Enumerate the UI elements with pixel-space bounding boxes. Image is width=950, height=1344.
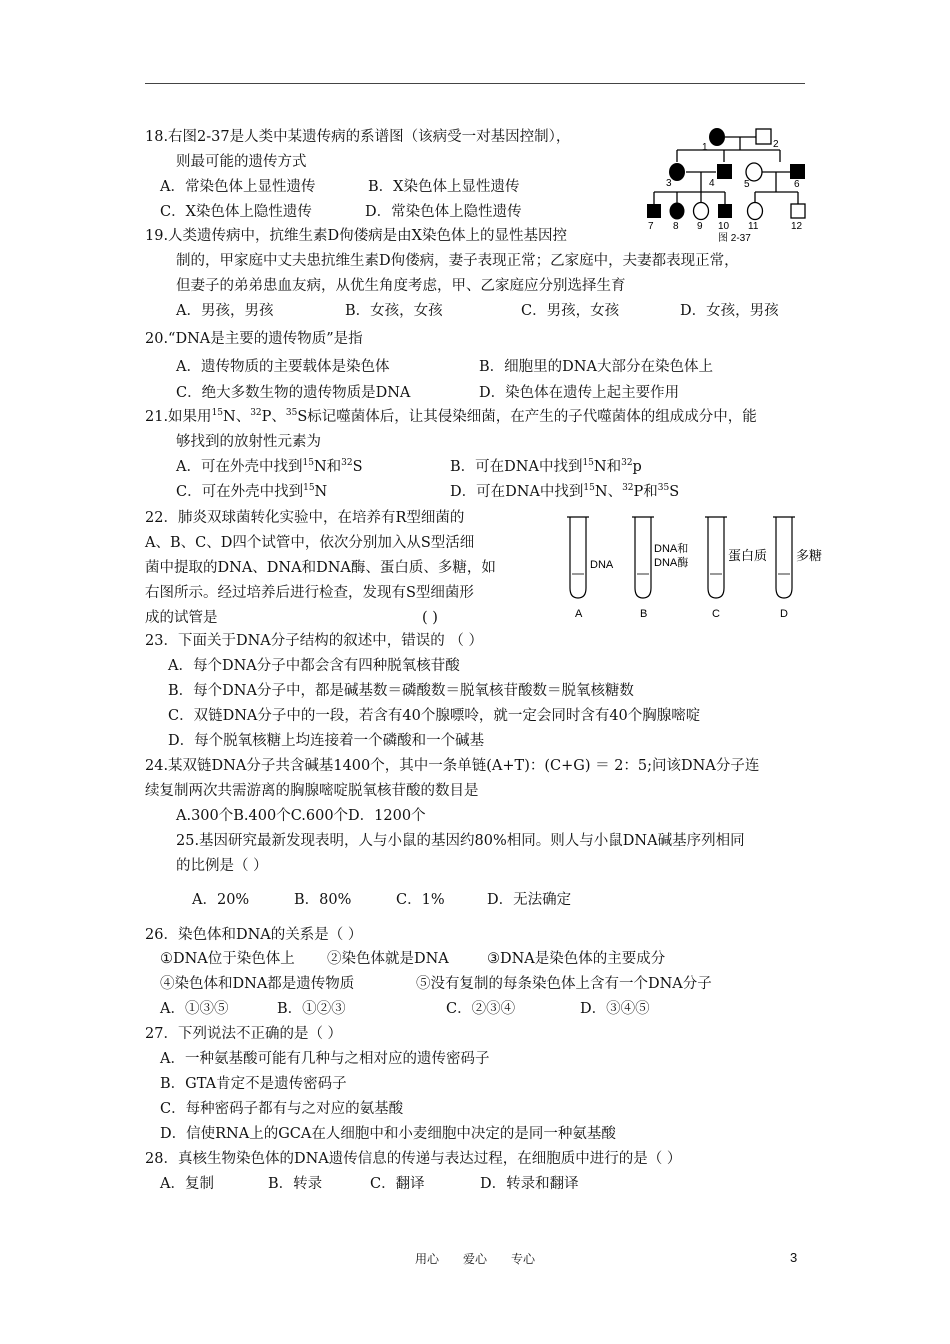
- q24-options: A.300个B.400个C.600个D．1200个: [176, 808, 426, 824]
- q21-stem-line2: 够找到的放射性元素为: [176, 434, 321, 450]
- pedigree-number-6: 6: [794, 179, 800, 190]
- q22-line5: 成的试管是: [145, 610, 218, 626]
- q19-option-d: D．女孩，男孩: [680, 303, 779, 319]
- pedigree-number-4: 4: [709, 178, 715, 189]
- q26-option-c: C．②③④: [446, 1001, 516, 1017]
- q28-option-b: B．转录: [268, 1176, 323, 1192]
- q26-stem: 26．染色体和DNA的关系是（ ）: [145, 927, 363, 943]
- q23-option-b: B．每个DNA分子中，都是碱基数＝磷酸数＝脱氧核苷酸数＝脱氧核糖数: [168, 683, 634, 699]
- q25-option-b: B．80%: [294, 892, 352, 908]
- pedigree-number-12: 12: [791, 221, 803, 232]
- pedigree-individual-11: [748, 203, 763, 220]
- pedigree-individual-2: [756, 129, 771, 144]
- q19-stem-line2: 制的，甲家庭中丈夫患抗维生素D佝偻病，妻子表现正常；乙家庭中，夫妻都表现正常，: [176, 253, 739, 269]
- pedigree-number-3: 3: [666, 178, 672, 189]
- tube-d-letter: D: [780, 608, 788, 620]
- test-tube-a: [570, 517, 586, 598]
- pedigree-number-5: 5: [744, 179, 750, 190]
- q26-item-2: ②染色体就是DNA: [327, 951, 449, 967]
- tube-c-label: 蛋白质: [728, 548, 768, 563]
- q24-stem-line2: 续复制两次共需游离的胸腺嘧啶脱氧核苷酸的数目是: [145, 783, 479, 799]
- q21-option-b: B．可在DNA中找到$^{15}$N和$^{32}$p: [450, 458, 642, 475]
- pedigree-number-7: 7: [648, 221, 654, 232]
- pedigree-individual-4: [717, 164, 732, 179]
- q18-option-d: D．常染色体上隐性遗传: [365, 204, 522, 220]
- tube-d-label: 多糖: [796, 548, 823, 563]
- q27-stem: 27．下列说法不正确的是（ ）: [145, 1026, 343, 1042]
- q20-option-b: B．细胞里的DNA大部分在染色体上: [479, 359, 713, 375]
- q20-stem: 20.“DNA是主要的遗传物质”是指: [145, 331, 363, 347]
- q23-stem: 23．下面关于DNA分子结构的叙述中，错误的 （ ）: [145, 633, 483, 649]
- q19-option-b: B．女孩，女孩: [345, 303, 443, 319]
- pedigree-individual-7: [647, 204, 661, 218]
- q23-option-a: A．每个DNA分子中都会含有四种脱氧核苷酸: [168, 658, 460, 674]
- q28-option-a: A．复制: [160, 1176, 214, 1192]
- q25-option-d: D．无法确定: [487, 892, 572, 908]
- q20-option-d: D．染色体在遗传上起主要作用: [479, 385, 680, 401]
- test-tube-figure: [560, 512, 830, 627]
- q18-stem-line1: 18.右图2-37是人类中某遗传病的系谱图（该病受一对基因控制），: [145, 129, 571, 145]
- q25-option-a: A．20%: [192, 892, 250, 908]
- pedigree-individual-8: [670, 203, 685, 220]
- q22-line1: 22．肺炎双球菌转化实验中，在培养有R型细菌的: [145, 510, 465, 526]
- test-tube-d: [776, 517, 792, 598]
- q21-stem-line1: 21.如果用$^{15}$N、$^{32}$P、$^{35}$S标记噬菌体后，让其侵染细菌，在产生的子代噬菌体的组成成分中，能: [145, 408, 757, 425]
- q22-line3: 菌中提取的DNA、DNA和DNA酶、蛋白质、多糖，如: [145, 560, 496, 576]
- q18-option-a: A．常染色体上显性遗传: [160, 179, 316, 195]
- q18-option-b: B．X染色体上显性遗传: [368, 179, 520, 195]
- figure-label-2-37: 图 2-37: [718, 233, 751, 244]
- q26-option-d: D．③④⑤: [580, 1001, 650, 1017]
- tube-b-label-line2: DNA酶: [654, 557, 689, 569]
- q25-stem-line1: 25.基因研究最新发现表明，人与小鼠的基因约80%相同。则人与小鼠DNA碱基序列相同: [176, 833, 745, 849]
- tube-b-label-line1: DNA和: [654, 543, 689, 555]
- pedigree-number-2: 2: [773, 139, 779, 150]
- q20-option-c: C．绝大多数生物的遗传物质是DNA: [176, 385, 411, 401]
- q19-option-c: C．男孩，女孩: [521, 303, 620, 319]
- q26-item-1: ①DNA位于染色体上: [160, 951, 295, 967]
- q25-stem-line2: 的比例是（ ）: [176, 858, 268, 874]
- q21-option-a: A．可在外壳中找到$^{15}$N和$^{32}$S: [176, 458, 363, 475]
- q23-option-c: C．双链DNA分子中的一段，若含有40个腺嘌呤，就一定会同时含有40个胸腺嘧啶: [168, 708, 701, 724]
- tube-c-letter: C: [712, 608, 720, 620]
- q18-option-c: C．X染色体上隐性遗传: [160, 204, 312, 220]
- pedigree-figure: [640, 120, 820, 245]
- q26-item-3: ③DNA是染色体的主要成分: [487, 951, 666, 967]
- q28-stem: 28．真核生物染色体的DNA遗传信息的传递与表达过程，在细胞质中进行的是（ ）: [145, 1151, 682, 1167]
- pedigree-individual-10: [718, 204, 732, 218]
- q28-option-d: D．转录和翻译: [480, 1176, 579, 1192]
- q19-stem-line3: 但妻子的弟弟患血友病，从优生角度考虑，甲、乙家庭应分别选择生育: [176, 278, 626, 294]
- q26-item-5: ⑤没有复制的每条染色体上含有一个DNA分子: [416, 976, 712, 992]
- q26-item-4: ④染色体和DNA都是遗传物质: [160, 976, 355, 992]
- q20-option-a: A．遗传物质的主要载体是染色体: [176, 359, 390, 375]
- q25-option-c: C．1%: [396, 892, 445, 908]
- pedigree-number-10: 10: [718, 221, 730, 232]
- pedigree-number-8: 8: [673, 221, 679, 232]
- q23-option-d: D．每个脱氧核糖上均连接着一个磷酸和一个碱基: [168, 733, 485, 749]
- page-number: 3: [790, 1250, 798, 1265]
- pedigree-individual-9: [694, 203, 709, 220]
- q27-option-c: C．每种密码子都有与之对应的氨基酸: [160, 1101, 404, 1117]
- q19-option-a: A．男孩，男孩: [176, 303, 274, 319]
- pedigree-individual-12: [791, 204, 805, 218]
- q22-answer-blank: ( ): [422, 610, 438, 626]
- pedigree-number-11: 11: [748, 221, 759, 232]
- q21-option-c: C．可在外壳中找到$^{15}$N: [176, 483, 328, 500]
- q22-line2: A、B、C、D四个试管中，依次分别加入从S型活细: [145, 535, 475, 551]
- pedigree-number-1: 1: [702, 142, 708, 153]
- test-tube-b: [635, 517, 651, 598]
- tube-a-letter: A: [575, 608, 583, 620]
- q24-stem-line1: 24.某双链DNA分子共含碱基1400个，其中一条单链(A+T)：(C+G) ＝ 2：5;问该DNA分子连: [145, 758, 760, 774]
- tube-a-label: DNA: [590, 559, 614, 571]
- test-tube-c: [708, 517, 724, 598]
- q18-stem-line2: 则最可能的遗传方式: [176, 154, 307, 170]
- pedigree-individual-1: [709, 128, 725, 146]
- q27-option-d: D．信使RNA上的GCA在人细胞中和小麦细胞中决定的是同一种氨基酸: [160, 1126, 616, 1142]
- q26-option-b: B．①②③: [277, 1001, 346, 1017]
- q26-option-a: A．①③⑤: [160, 1001, 229, 1017]
- q19-stem-line1: 19.人类遗传病中，抗维生素D佝偻病是由X染色体上的显性基因控: [145, 228, 568, 244]
- header-rule: [145, 83, 805, 84]
- q22-line4: 右图所示。经过培养后进行检查，发现有S型细菌形: [145, 585, 474, 601]
- q27-option-a: A．一种氨基酸可能有几种与之相对应的遗传密码子: [160, 1051, 490, 1067]
- pedigree-individual-6: [790, 164, 805, 179]
- pedigree-number-9: 9: [697, 221, 703, 232]
- q28-option-c: C．翻译: [370, 1176, 425, 1192]
- page-footer: 用心 爱心 专心: [414, 1252, 535, 1266]
- q27-option-b: B．GTA肯定不是遗传密码子: [160, 1076, 347, 1092]
- q21-option-d: D．可在DNA中找到$^{15}$N、$^{32}$P和$^{35}$S: [450, 483, 680, 500]
- tube-b-letter: B: [640, 608, 648, 620]
